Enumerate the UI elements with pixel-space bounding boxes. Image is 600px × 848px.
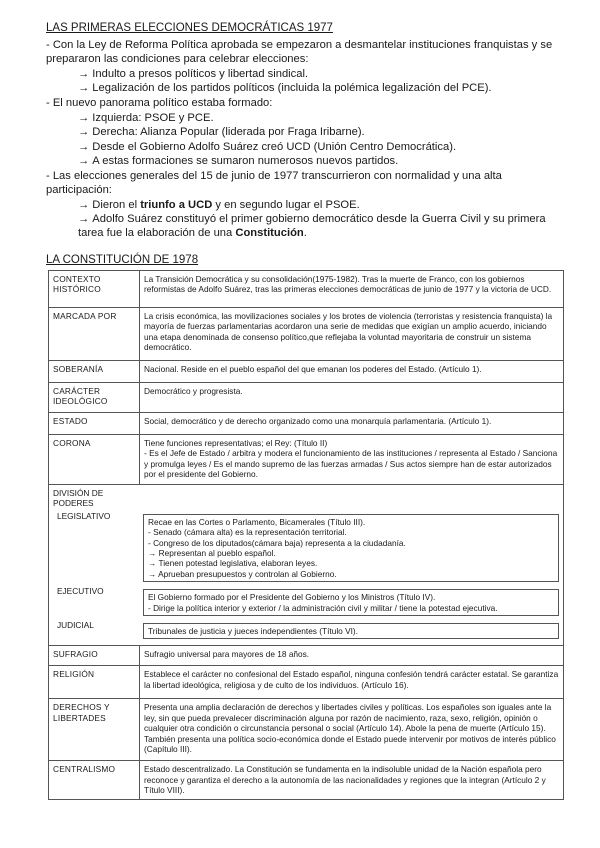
elecciones-title: LAS PRIMERAS ELECCIONES DEMOCRÁTICAS 1977 — [46, 22, 333, 34]
division-cell — [49, 485, 564, 646]
row-marcada — [49, 308, 564, 361]
row-content: Estado descentralizado. La Constitución se fundamenta en la indisoluble unidad de la Nación española pero reconoce y garantiza el derecho a la autonomía de las nacionalidades y regiones que la integran (Artículo 2 y Título VIII). — [140, 761, 564, 799]
row-content: Tiene funciones representativas; el Rey: (Título II) - Es el Jefe de Estado / arbitra y modera el funcionamiento de las instituciones / representa al Estado / Sanciona y promulga leyes / Es el mando supremo de las fuerzas armadas / Sus actos siempre han de estar autorizados por el presidente del Gobierno. — [140, 435, 564, 485]
row-content: La crisis económica, las movilizaciones sociales y los brotes de violencia (terroristas y resistencia franquista) la mayoría de fuerzas parlamentarias acordaron una serie de medidas que exigían un amplio acuerdo, iniciando una etapa denominada de consenso político,que reflejaba la voluntad mayoritaria de construir un sistema democrático. — [140, 308, 564, 361]
constitucion-table — [48, 270, 564, 800]
p3-item2-line1: → Adolfo Suárez constituyó el primer gobierno democrático desde la Guerra Civil y su primera — [78, 212, 546, 226]
row-soberania — [49, 361, 564, 383]
p3-line1: - Las elecciones generales del 15 de junio de 1977 transcurrieron con normalidad y una alta — [46, 170, 502, 182]
p3-line2: participación: — [46, 184, 112, 196]
row-sufragio — [49, 646, 564, 666]
row-label: RELIGIÓN — [49, 666, 140, 699]
constitucion-title: LA CONSTITUCIÓN DE 1978 — [46, 254, 199, 266]
ejecutivo-block — [53, 586, 559, 616]
row-division — [49, 485, 564, 646]
row-label: ESTADO — [49, 413, 140, 435]
row-content: Presenta una amplia declaración de derechos y libertades civiles y políticas. Los españoles son iguales ante la ley, sin que pueda prevalecer discriminación alguna por razón de nacimiento, raza, sexo, religión, opinión o cualquier otra condición o circunstancia personal o social (Artículo 14). Abole la pena de muerte (Artículo 15). También presenta una política socio-económica donde el Estado puede intervenir por motivos de interés público (Capítulo III). — [140, 699, 564, 761]
legislativo-block — [53, 511, 559, 582]
p2-item: → Izquierda: PSOE y PCE. — [78, 111, 214, 125]
judicial-content: Tribunales de justicia y jueces independientes (Título VI). — [143, 623, 559, 639]
row-label: DERECHOS Y LIBERTADES — [49, 699, 140, 761]
p2-item: → Derecha: Alianza Popular (liderada por Fraga Iribarne). — [78, 125, 365, 139]
p2-item: → A estas formaciones se sumaron numerosos nuevos partidos. — [78, 154, 398, 168]
row-estado — [49, 413, 564, 435]
legislativo-content: Recae en las Cortes o Parlamento, Bicamerales (Título III). - Senado (cámara alta) es la representación territorial. - Congreso de los diputados(cámara baja) representa a la ciudadanía. → Representan al pueblo español. → Tienen potestad legislativa, elaboran leyes. → Aprueban presupuestos y controlan al Gobierno. — [143, 514, 559, 582]
row-corona — [49, 435, 564, 485]
row-content: Establece el carácter no confesional del Estado español, ninguna confesión tendrá carácter estatal. Se garantiza la libertad ideológica, religiosa y de culto de los individuos. (Artículo 16). — [140, 666, 564, 699]
judicial-block — [53, 620, 559, 639]
row-label: CONTEXTO HISTÓRICO — [49, 271, 140, 308]
p1-item: → Indulto a presos políticos y libertad sindical. — [78, 67, 308, 81]
row-religion — [49, 666, 564, 699]
row-content: Democrático y progresista. — [140, 383, 564, 413]
p1-item: → Legalización de los partidos políticos (incluida la polémica legalización del PCE). — [78, 81, 492, 95]
row-derechos — [49, 699, 564, 761]
division-label: DIVISIÓN DE PODERES — [53, 488, 104, 509]
row-label: SUFRAGIO — [49, 646, 140, 666]
row-caracter — [49, 383, 564, 413]
row-label: SOBERANÍA — [49, 361, 140, 383]
row-contexto — [49, 271, 564, 308]
ejecutivo-label: EJECUTIVO — [57, 586, 104, 597]
row-content: La Transición Democrática y su consolidación(1975-1982). Tras la muerte de Franco, con los gobiernos reformistas de Adolfo Suárez, tras las primeras elecciones democráticas de junio de 1977 y la victoria de UCD. — [140, 271, 564, 308]
p3-item2-line2: tarea fue la elaboración de una Constitución. — [78, 227, 307, 239]
p2-item: → Desde el Gobierno Adolfo Suárez creó UCD (Unión Centro Democrática). — [78, 140, 456, 154]
row-label: CENTRALISMO — [49, 761, 140, 799]
row-label: MARCADA POR — [49, 308, 140, 361]
row-centralismo — [49, 761, 564, 799]
p3-item1: → Dieron el triunfo a UCD y en segundo lugar el PSOE. — [78, 198, 360, 212]
row-label: CORONA — [49, 435, 140, 485]
legislativo-label: LEGISLATIVO — [57, 510, 111, 521]
p2-line1: - El nuevo panorama político estaba formado: — [46, 97, 273, 109]
row-label: CARÁCTER IDEOLÓGICO — [49, 383, 140, 413]
row-content: Sufragio universal para mayores de 18 años. — [140, 646, 564, 666]
ejecutivo-content: El Gobierno formado por el Presidente del Gobierno y los Ministros (Título IV). - Dirige la política interior y exterior / la administración civil y militar / tiene la potestad ejecutiva. — [143, 589, 559, 616]
p1-line1: - Con la Ley de Reforma Política aprobada se empezaron a desmantelar instituciones franquistas y se — [46, 39, 553, 51]
row-content: Social, democrático y de derecho organizado como una monarquía parlamentaria. (Artículo 1). — [140, 413, 564, 435]
judicial-label: JUDICIAL — [57, 620, 94, 631]
row-content: Nacional. Reside en el pueblo español del que emanan los poderes del Estado. (Artículo 1). — [140, 361, 564, 383]
p1-line2: prepararon las condiciones para celebrar elecciones: — [46, 53, 309, 65]
